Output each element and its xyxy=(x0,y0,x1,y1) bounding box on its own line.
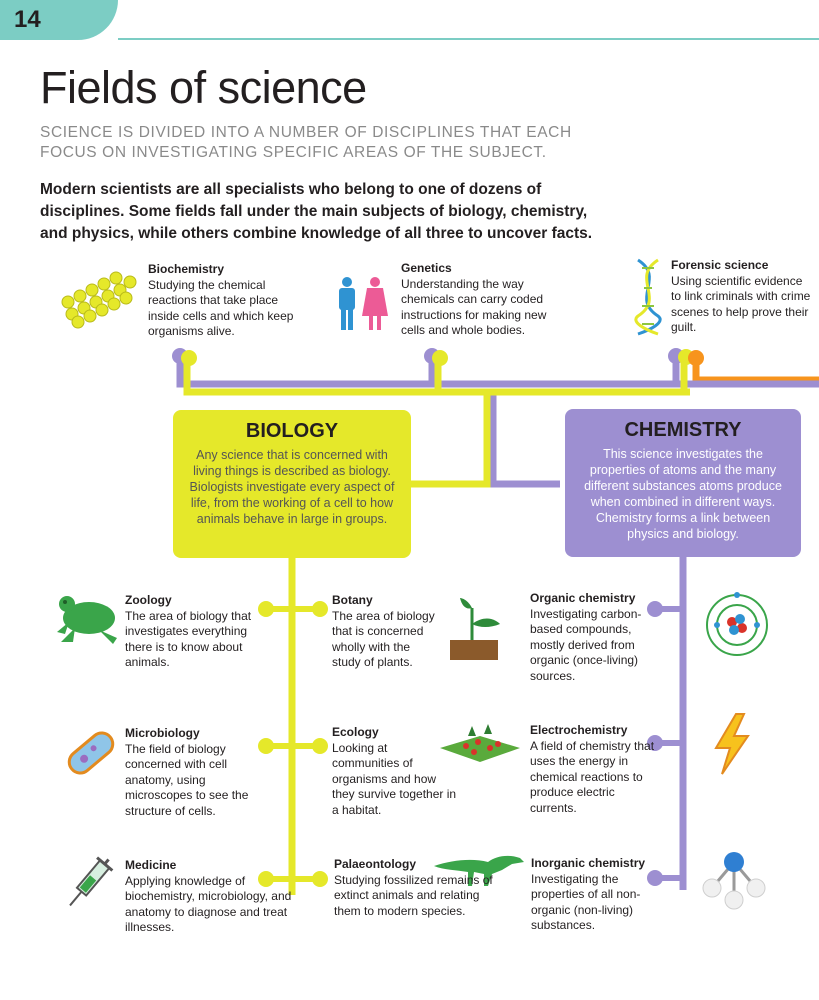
field-zoology xyxy=(125,593,265,671)
field-text: Applying knowledge of biochemistry, microbiology, and anatomy to diagnose and treat illnesses. xyxy=(125,873,292,934)
chemistry-text: This science investigates the properties of atoms and the many different substances atoms produce when combined in different ways. Chemistry forms a link between physics and biology. xyxy=(584,447,782,541)
chemistry-box xyxy=(565,409,801,557)
field-microbiology xyxy=(125,726,265,819)
field-title: Genetics xyxy=(401,261,452,275)
dna-helix-icon xyxy=(630,258,666,336)
frog-icon xyxy=(55,592,121,646)
field-text: Using scientific evidence to link criminals with crime scenes to help prove their guilt. xyxy=(671,273,811,334)
field-title: Zoology xyxy=(125,593,172,607)
lightning-bolt-icon xyxy=(712,712,752,776)
field-text: The area of biology that is concerned wholly with the study of plants. xyxy=(332,608,435,669)
field-title: Forensic science xyxy=(671,258,769,272)
page-title: Fields of science xyxy=(40,62,367,113)
molecule-model-icon xyxy=(700,848,770,912)
biology-title: BIOLOGY xyxy=(245,420,339,442)
field-electrochemistry xyxy=(530,723,655,816)
biology-box xyxy=(173,410,411,558)
page-number: 14 xyxy=(14,6,41,33)
field-text: A field of chemistry that uses the energy in chemical reactions to produce electric currents. xyxy=(530,738,655,815)
field-title: Microbiology xyxy=(125,726,200,740)
seedling-icon xyxy=(446,594,502,664)
field-title: Botany xyxy=(332,593,373,607)
field-text: The area of biology that investigates everything there is to know about animals. xyxy=(125,608,252,669)
atom-icon xyxy=(704,592,770,658)
field-text: Investigating carbon-based compounds, mostly derived from organic (once-living) sources. xyxy=(530,606,642,683)
field-genetics xyxy=(401,261,561,339)
field-organic-chemistry xyxy=(530,591,655,684)
syringe-icon xyxy=(58,852,118,916)
field-forensic-science xyxy=(671,258,811,336)
field-medicine xyxy=(125,858,295,936)
field-title: Palaeontology xyxy=(334,857,417,871)
habitat-icon xyxy=(438,722,522,764)
chemistry-title: CHEMISTRY xyxy=(624,419,742,441)
field-title: Medicine xyxy=(125,858,177,872)
biology-text: Any science that is concerned with living things is described as biology. Biologists investigate every aspect of life, from the working of a cell to how animals behave in large in groups. xyxy=(189,448,395,526)
standfirst: SCIENCE IS DIVIDED INTO A NUMBER OF DISCIPLINES THAT EACH FOCUS ON INVESTIGATING SPECIFIC AREAS OF THE SUBJECT. xyxy=(40,124,572,161)
field-title: Electrochemistry xyxy=(530,723,628,737)
intro-paragraph: Modern scientists are all specialists who belong to one of dozens of disciplines. Some fields fall under the main subjects of biology, chemistry, and physics, while others combine knowledge of all three to uncover facts. xyxy=(40,181,593,242)
field-text: Understanding the way chemicals can carry coded instructions for making new cells and whole bodies. xyxy=(401,276,547,337)
field-text: The field of biology concerned with cell anatomy, using microscopes to see the structure of cells. xyxy=(125,741,249,818)
molecule-lattice-icon xyxy=(60,264,140,334)
field-text: Studying fossilized remains of extinct animals and relating them to modern species. xyxy=(334,872,493,918)
field-palaeontology xyxy=(334,857,494,919)
male-female-icon xyxy=(333,276,391,334)
field-text: Looking at communities of organisms and how they survive together in a habitat. xyxy=(332,740,457,817)
field-title: Inorganic chemistry xyxy=(531,856,646,870)
field-botany xyxy=(332,593,442,671)
field-title: Biochemistry xyxy=(148,262,225,276)
field-inorganic-chemistry xyxy=(531,856,661,934)
bacterium-icon xyxy=(60,722,122,784)
field-text: Studying the chemical reactions that take place inside cells and which keep organisms alive. xyxy=(148,277,294,338)
field-text: Investigating the properties of all non-organic (non-living) substances. xyxy=(531,871,641,932)
field-biochemistry xyxy=(148,262,298,340)
field-title: Ecology xyxy=(332,725,379,739)
field-title: Organic chemistry xyxy=(530,591,636,605)
